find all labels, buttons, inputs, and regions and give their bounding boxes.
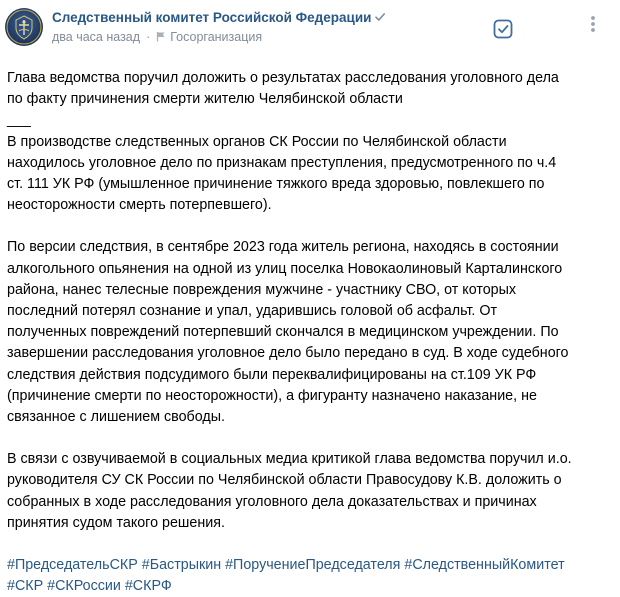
author-name[interactable]: Следственный комитет Российской Федерации <box>52 10 372 25</box>
text-line: ст. 111 УК РФ (умышленное причинение тяжкого вреда здоровью, повлекшего по <box>7 176 545 193</box>
text-line: района, нанес телесные повреждения мужчине - участнику СВО, от которых <box>7 281 517 298</box>
paragraph-gap <box>7 534 607 555</box>
more-options-button[interactable] <box>583 12 603 36</box>
author-avatar[interactable] <box>5 8 43 46</box>
post-meta <box>52 30 262 44</box>
text-line: По версии следствия, в сентябре 2023 года житель региона, находясь в состоянии <box>7 239 559 256</box>
text-line: В связи с озвучиваемой в социальных медиа критикой глава ведомства поручил и.о. <box>7 451 572 468</box>
text-line: (причинение смерти по неосторожности), а фигуранту назначено наказание, не <box>7 387 537 404</box>
text-line: последний потерял сознание и упал, ударившись головой об асфальт. От <box>7 303 497 320</box>
post-category: Госорганизация <box>170 30 263 44</box>
hashtag-link[interactable]: #Бастрыкин <box>141 557 222 574</box>
verified-check-icon <box>374 11 386 23</box>
hashtag-link[interactable]: #СКРФ <box>124 578 172 595</box>
post-header <box>0 0 620 60</box>
paragraph-1 <box>7 132 607 217</box>
hashtag-link[interactable]: #СледственныйКомитет <box>404 557 565 574</box>
title-line: Глава ведомства поручил доложить о результатах расследования уголовного дела <box>7 70 559 86</box>
text-line: завершении расследования уголовное дело было передано в суд. В ходе судебного <box>7 345 569 362</box>
checkbox-action-button[interactable] <box>492 18 514 40</box>
text-line: собранных в ходе расследования уголовного дела доказательствах и причинах <box>7 493 537 510</box>
flag-icon <box>156 31 166 42</box>
post-time[interactable]: два часа назад <box>52 30 141 44</box>
text-line: полученных повреждений потерпевший скончался в медицинском учреждении. По <box>7 324 559 341</box>
text-line: В производстве следственных органов СК России по Челябинской области <box>7 133 507 150</box>
more-vertical-icon <box>583 12 603 36</box>
paragraph-3 <box>7 449 607 534</box>
hashtags <box>7 555 607 597</box>
checkbox-square-icon <box>492 18 514 40</box>
hashtag-link[interactable]: #ПредседательСКР <box>7 557 138 574</box>
text-line: принятия судом такого решения. <box>7 514 225 531</box>
paragraph-2 <box>7 237 607 428</box>
paragraph-gap <box>7 428 607 449</box>
text-line: находилось уголовное дело по признакам преступления, предусмотренного по ч.4 <box>7 154 557 171</box>
author-name-link[interactable] <box>52 10 386 25</box>
text-line: неосторожности смерть потерпевшего). <box>7 197 272 214</box>
text-line: алкогольного опьянения на одной из улиц поселка Новокаолиновый Карталинского <box>7 260 563 277</box>
title-line: по факту причинения смерти жителю Челябинской области <box>7 91 403 108</box>
sk-emblem-icon <box>5 8 43 46</box>
meta-separator: · <box>146 30 151 44</box>
paragraph-gap <box>7 216 607 237</box>
hashtag-link[interactable]: #СКР <box>7 578 44 595</box>
text-line: руководителя СУ СК России по Челябинской области Правосудову К.В. доложить о <box>7 472 562 489</box>
post-text <box>7 68 607 597</box>
separator-line: ___ <box>7 112 31 129</box>
post-title <box>7 68 607 132</box>
text-line: связанное с лишением свободы. <box>7 409 225 426</box>
hashtag-link[interactable]: #ПоручениеПредседателя <box>225 557 401 574</box>
hashtag-link[interactable]: #СКРоссии <box>47 578 121 595</box>
text-line: следствия действия подсудимого были переквалифицированы на ст.109 УК РФ <box>7 366 537 383</box>
